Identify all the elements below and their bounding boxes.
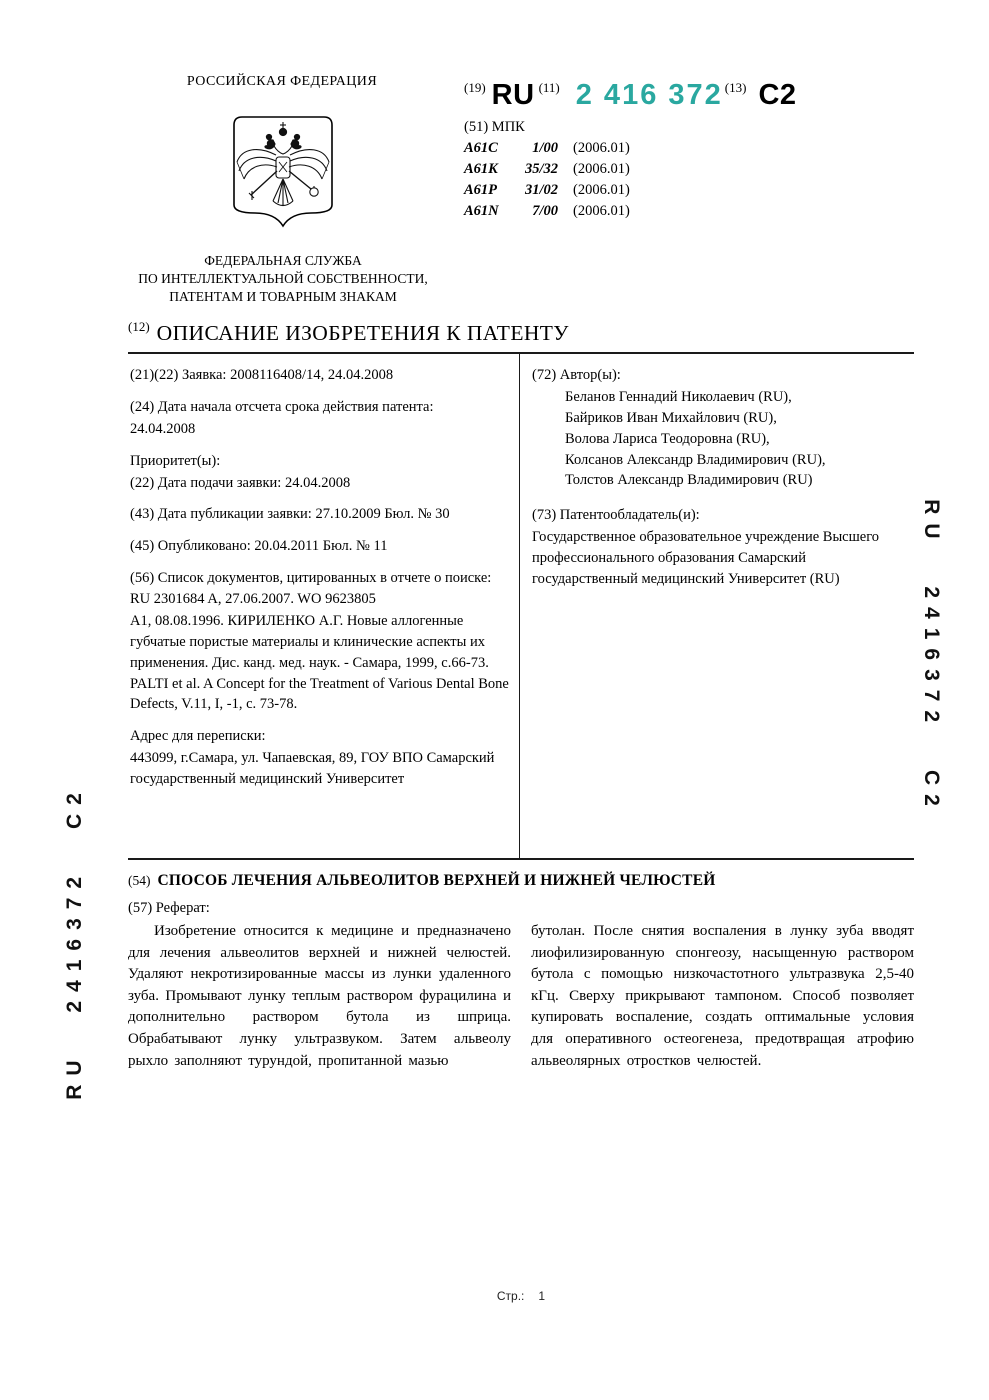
inid-11: (11) bbox=[538, 80, 560, 95]
page-label: Стр.: bbox=[496, 1289, 525, 1303]
address-value: 443099, г.Самара, ул. Чапаевская, 89, ГОУ ВПО Самарский государственный медицинский Университет bbox=[130, 750, 495, 787]
field-application: (21)(22) Заявка: 2008116408/14, 24.04.2008 bbox=[130, 367, 394, 383]
biblio-left-column bbox=[130, 365, 510, 801]
author-name: Волова Лариса Теодоровна (RU), bbox=[565, 430, 770, 447]
invention-title-line bbox=[128, 872, 914, 890]
ipc-entry: A61P 31/02 (2006.01) bbox=[464, 182, 630, 198]
agency-title: ФЕДЕРАЛЬНАЯ СЛУЖБА ПО ИНТЕЛЛЕКТУАЛЬНОЙ СОБСТВЕННОСТИ, ПАТЕНТАМ И ТОВАРНЫМ ЗНАКАМ bbox=[138, 253, 428, 304]
field-citations-head: (56) Список документов, цитированных в отчете о поиске: RU 2301684 A, 27.06.2007. WO 9623805 bbox=[130, 570, 492, 607]
ipc-entry: A61N 7/00 (2006.01) bbox=[464, 203, 630, 219]
publication-number-line bbox=[464, 79, 797, 110]
holder-value: Государственное образовательное учреждение Высшего профессионального образования Самарский государственный медицинский Университет (RU) bbox=[532, 529, 880, 587]
priority-label: Приоритет(ы): bbox=[130, 452, 221, 469]
author-name: Толстов Александр Владимирович (RU) bbox=[565, 472, 813, 489]
holder-label: (73) Патентообладатель(и): bbox=[532, 507, 700, 524]
coat-of-arms bbox=[225, 113, 341, 240]
document-type-title bbox=[128, 319, 569, 346]
ipc-entry: A61C 1/00 (2006.01) bbox=[464, 140, 630, 156]
inid-19: (19) bbox=[464, 80, 486, 95]
country-code: RU bbox=[491, 79, 535, 111]
authors-label: (72) Автор(ы): bbox=[532, 367, 621, 383]
abstract-label: (57) Реферат: bbox=[128, 900, 210, 916]
field-start-date-value: 24.04.2008 bbox=[130, 420, 196, 437]
ipc-label: МПК bbox=[491, 119, 525, 135]
page-footer bbox=[128, 1289, 914, 1303]
side-code-left: RU 2416372 C2 bbox=[63, 784, 86, 1100]
inid-57: (57) bbox=[128, 900, 153, 916]
field-application-published: (43) Дата публикации заявки: 27.10.2009 Бюл. № 30 bbox=[130, 506, 450, 523]
inid-51: (51) bbox=[464, 119, 489, 135]
biblio-right-column bbox=[532, 365, 908, 601]
country-title: РОССИЙСКАЯ ФЕДЕРАЦИЯ bbox=[186, 74, 378, 89]
address-label: Адрес для переписки: bbox=[130, 728, 266, 745]
ipc-header bbox=[464, 119, 630, 136]
field-start-date-label: (24) Дата начала отсчета срока действия патента: bbox=[130, 398, 434, 415]
field-filing-date: (22) Дата подачи заявки: 24.04.2008 bbox=[130, 474, 351, 491]
field-citations-rest: A1, 08.08.1996. КИРИЛЕНКО А.Г. Новые аллогенные губчатые пористые материалы и клинические аспекты их применения. Дис. канд. мед. наук. - Самара, 1999, с.66-73. PALTI et al. A Concept for the Treatment of Various Dental Bone Defects, V.11, I, -1, с. 73-78. bbox=[130, 612, 509, 713]
bibliographic-section bbox=[128, 354, 914, 858]
document-type-text: ОПИСАНИЕ ИЗОБРЕТЕНИЯ К ПАТЕНТУ bbox=[156, 321, 569, 345]
inid-12: (12) bbox=[128, 319, 150, 334]
page-number: 1 bbox=[538, 1289, 546, 1303]
inid-13: (13) bbox=[724, 80, 747, 95]
author-name: Колсанов Александр Владимирович (RU), bbox=[565, 451, 826, 468]
author-name: Беланов Геннадий Николаевич (RU), bbox=[565, 388, 792, 405]
kind-code: C2 bbox=[758, 79, 797, 111]
side-code-right: RU 2416372 C2 bbox=[920, 499, 943, 815]
ipc-entry: A61K 35/32 (2006.01) bbox=[464, 161, 630, 177]
invention-title: СПОСОБ ЛЕЧЕНИЯ АЛЬВЕОЛИТОВ ВЕРХНЕЙ И НИЖНЕЙ ЧЕЛЮСТЕЙ bbox=[157, 872, 716, 889]
abstract-column-2: бутолан. После снятия воспаления в лунку зуба вводят лиофилизированную спонгеозу, насыщенную раствором бутола с помощью низкочастотного ультразвука 2,5-40 кГц. Сверху прикрывают тампоном. Способ позволяет купировать воспаление, создать оптимальные условия для оперативного остеогенеза, предотвращая атрофию альвеолярных отростков челюстей. bbox=[531, 923, 914, 1069]
double-headed-eagle-icon bbox=[225, 113, 341, 240]
author-name: Байриков Иван Михайлович (RU), bbox=[565, 409, 777, 426]
column-divider bbox=[519, 354, 520, 858]
ipc-section bbox=[464, 119, 630, 220]
patent-number: 2 416 372 bbox=[575, 79, 723, 111]
horizontal-rule-mid bbox=[128, 858, 914, 860]
abstract-section bbox=[128, 921, 914, 1072]
inid-54: (54) bbox=[128, 873, 151, 888]
field-published: (45) Опубликовано: 20.04.2011 Бюл. № 11 bbox=[130, 538, 388, 555]
abstract-column-1: Изобретение относится к медицине и предназначено для лечения альвеолитов верхней и нижней челюстей. Удаляют некротизированные массы из лунки удаленного зуба. Промывают лунку теплым раствором фурацилина и дополнительно раствором бутола из шприца. Обрабатывают лунку ультразвуком. Затем альвеолу рыхло заполняют турундой, пропитанной мазью bbox=[128, 923, 511, 1069]
